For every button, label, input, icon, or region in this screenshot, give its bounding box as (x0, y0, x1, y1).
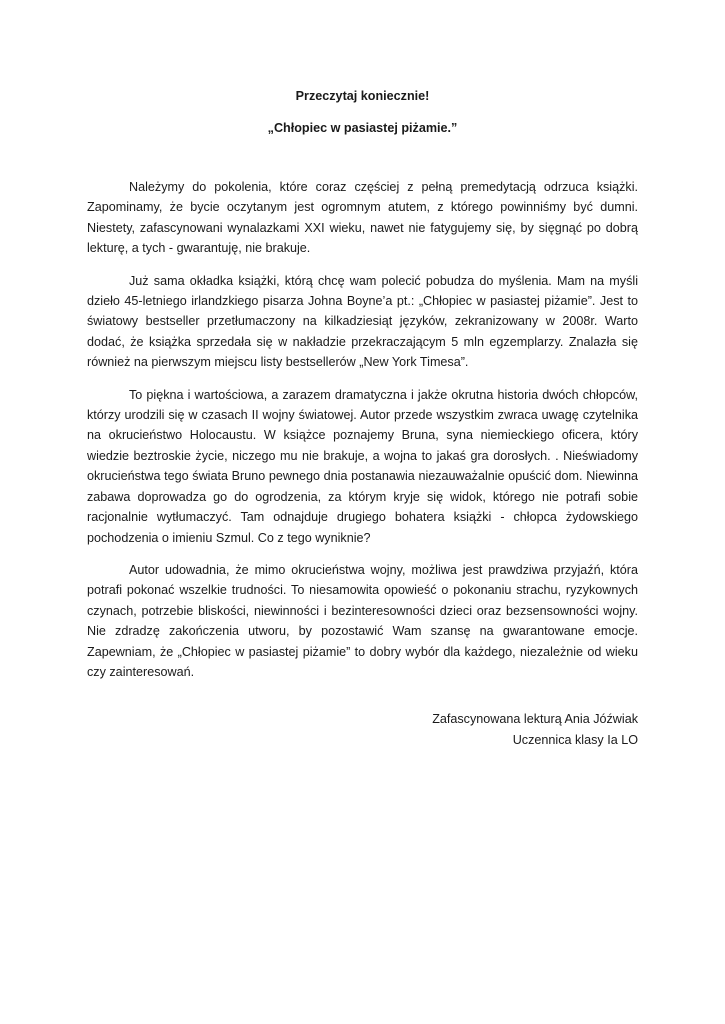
document-page (87, 88, 638, 750)
document-heading: Przeczytaj koniecznie! (295, 89, 430, 103)
signature-author: Zafascynowana lekturą Ania Jóźwiak (432, 712, 638, 727)
paragraph-2: Już sama okładka książki, którą chcę wam polecić pobudza do myślenia. Mam na myśli dzieło 45-letniego irlandzkiego pisarza Johna Boyne’a pt.: „Chłopiec w pasiastej piżamie”. Jest to światowy bestseller przetłumaczony na kilkadziesiąt języków, zekranizowany w 2008r. Warto dodać, że książka sprzedała się w nakładzie przekraczającym 5 mln egzemplarzy. Znalazła się również na pierwszym miejscu listy bestsellerów „New York Timesa”. (87, 273, 638, 370)
document-title: „Chłopiec w pasiastej piżamie.” (267, 121, 458, 135)
signature-block (87, 709, 638, 750)
paragraph-3: To piękna i wartościowa, a zarazem dramatyczna i jakże okrutna historia dwóch chłopców, którzy urodzili się w czasach II wojny światowej. Autor przede wszystkim zwraca uwagę czytelnika na okrucieństwo Holocaustu. W książce poznajemy Bruna, syna niemieckiego oficera, który wiedzie beztroskie życie, niczego mu nie brakuje, a wojna to jakaś gra dorosłych. . Nieświadomy okrucieństwa tego świata Bruno pewnego dnia postanawia niezauważalnie opuścić dom. Niewinna zabawa doprowadza go do ogrodzenia, za którym kryje się widok, którego nie potrafi sobie racjonalnie wytłumaczyć. Tam odnajduje drugiego bohatera książki - chłopca żydowskiego pochodzenia o imieniu Szmul. Co z tego wyniknie? (87, 387, 638, 545)
paragraph-4: Autor udowadnia, że mimo okrucieństwa wojny, możliwa jest prawdziwa przyjaźń, która potrafi pokonać wszelkie trudności. To niesamowita opowieść o pokonaniu strachu, ryzykownych czynach, potrzebie bliskości, niewinności i bezinteresowności dzieci oraz bezsensowności wojny. Nie zdradzę zakończenia utworu, by pozostawić Wam szansę na gwarantowane emocje. Zapewniam, że „Chłopiec w pasiastej piżamie” to dobry wybór dla każdego, niezależnie od wieku czy zainteresowań. (87, 562, 638, 679)
signature-role: Uczennica klasy Ia LO (512, 732, 638, 747)
paragraph-1: Należymy do pokolenia, które coraz częściej z pełną premedytacją odrzuca książki. Zapominamy, że bycie oczytanym jest ogromnym atutem, z którego powinniśmy być dumni. Niestety, zafascynowani wynalazkami XXI wieku, nawet nie fatygujemy się, by sięgnąć po dobrą lekturę, a tych - gwarantuję, nie brakuje. (87, 180, 638, 256)
